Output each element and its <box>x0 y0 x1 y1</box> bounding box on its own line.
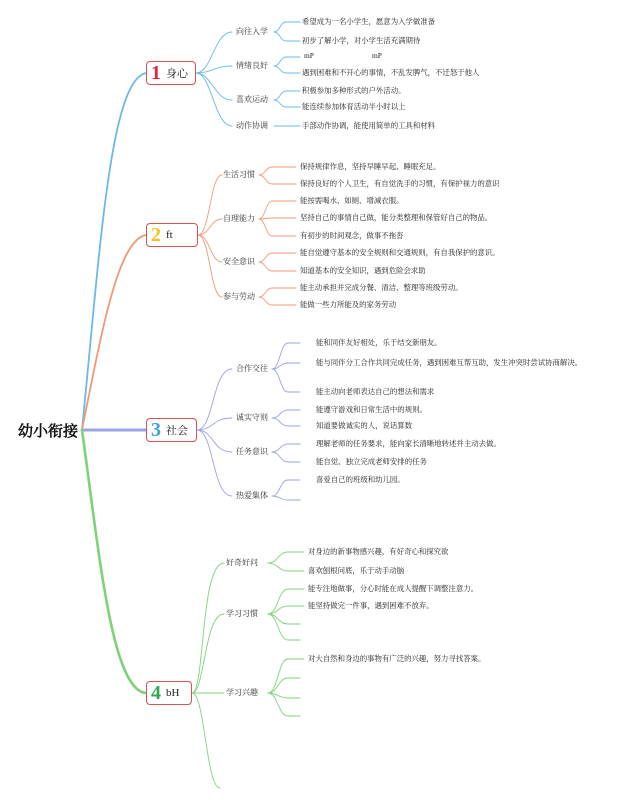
domain-4-name: bH <box>166 687 180 699</box>
list-item: 能专注地做事，分心时能在成人提醒下调整注意力。 <box>308 584 478 593</box>
category-label: 学习兴趣 <box>226 688 258 697</box>
list-item: 能按需喝水、如厕、增减衣服。 <box>300 196 404 205</box>
list-item: 能与同伴分工合作共同完成任务，遇到困难互帮互助，发生冲突时尝试协商解决。 <box>316 358 583 367</box>
list-item: 保持良好的个人卫生，有自觉洗手的习惯，有保护视力的意识 <box>300 179 500 188</box>
domain-1-node <box>146 61 196 85</box>
link-root-d4 <box>82 430 146 693</box>
category-label: 任务意识 <box>236 447 268 456</box>
category-label: 生活习惯 <box>223 170 255 179</box>
category-label: 热爱集体 <box>236 491 268 500</box>
list-item: 积极参加多种形式的户外活动。 <box>302 86 406 95</box>
category-label: 情绪良好 <box>236 61 268 70</box>
domain-4-number: 4 <box>151 682 161 704</box>
list-item: 手部动作协调，能使用简单的工具和材料 <box>302 121 436 130</box>
list-item: 保持规律作息，坚持早睡早起、睡眠充足。 <box>300 162 441 171</box>
list-item: mP <box>372 51 382 60</box>
link-root-d1 <box>82 73 146 430</box>
domain-1-number: 1 <box>151 62 161 84</box>
list-item: 遇到困难和不开心的事情，不乱发脾气，不迁怒于他人 <box>302 68 480 77</box>
domain-3-node <box>146 418 197 442</box>
list-item: 希望成为一名小学生，愿意为入学做准备 <box>302 17 436 26</box>
domain-2-number: 2 <box>151 224 161 246</box>
category-label: 好奇好问 <box>226 558 258 567</box>
list-item: 能坚持做完一件事，遇到困难不放弃。 <box>308 601 434 610</box>
category-label: 动作协调 <box>236 121 268 130</box>
root-node: 幼小衔接 <box>18 422 79 440</box>
list-item: 知道要做诚实的人，说话算数 <box>316 421 413 430</box>
category-label: 参与劳动 <box>223 292 255 301</box>
domain-2-name: ft <box>166 229 173 241</box>
domain-3-name: 社会 <box>166 424 188 437</box>
list-item: 能主动承担并完成分餐、清洁、整理等班级劳动。 <box>300 283 463 292</box>
list-item: 初步了解小学，对小学生活充满期待 <box>302 36 421 45</box>
list-item: 能做一些力所能及的家务劳动 <box>300 300 397 309</box>
domain-1-name: 身心 <box>166 67 188 80</box>
list-item: 能主动向老师表达自己的想法和需求 <box>316 387 435 396</box>
list-item: 能自觉遵守基本的安全规则和交通规则，有自我保护的意识。 <box>300 248 500 257</box>
list-item: 能连续参加体育活动半小时以上 <box>302 102 406 111</box>
list-item: 喜欢刨根问底，乐于动手动脑 <box>308 566 405 575</box>
category-label: 合作交往 <box>236 364 268 373</box>
category-label: 向往入学 <box>236 27 268 36</box>
list-item: 对身边的新事物感兴趣，有好奇心和探究欲 <box>308 547 449 556</box>
category-label: 自理能力 <box>223 214 255 223</box>
list-item: 坚持自己的事情自己做，能分类整理和保管好自己的物品。 <box>300 213 493 222</box>
category-label: 安全意识 <box>223 257 255 266</box>
list-item: 对大自然和身边的事物有广泛的兴趣，努力寻找答案。 <box>308 654 486 663</box>
category-label: 学习习惯 <box>226 609 258 618</box>
list-item: mP <box>304 51 314 60</box>
domain-2-node <box>146 223 198 247</box>
category-label: 诚实守则 <box>236 413 268 422</box>
list-item: 有初步的时间观念，做事不拖沓 <box>300 231 404 240</box>
list-item: 能遵守游戏和日常生活中的规则。 <box>316 405 427 414</box>
domain-4-node <box>146 681 192 705</box>
list-item: 理解老师的任务要求，能向家长清晰地转述并主动去做。 <box>316 439 501 448</box>
domain-3-number: 3 <box>151 419 161 441</box>
list-item: 能自觉、独立完成老师安排的任务 <box>316 457 427 466</box>
list-item: 知道基本的安全知识，遇到危险会求助 <box>300 266 426 275</box>
list-item: 能和同伴友好相处，乐于结交新朋友。 <box>316 338 442 347</box>
list-item: 喜爱自己的班级和幼儿园。 <box>316 475 405 484</box>
category-label: 喜欢运动 <box>236 95 268 104</box>
